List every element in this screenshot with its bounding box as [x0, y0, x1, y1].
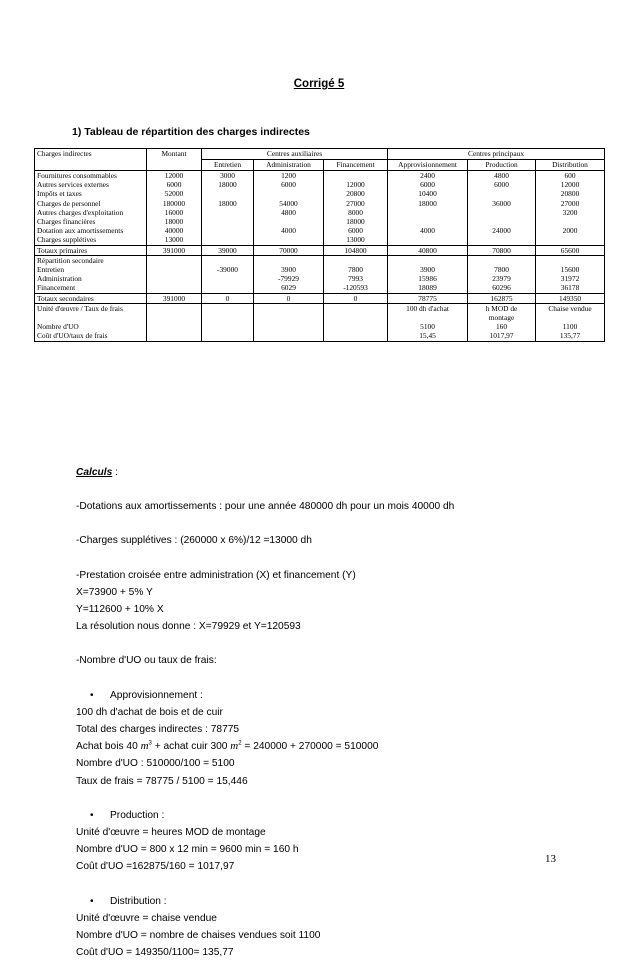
table-header-row-2: [35, 160, 605, 171]
uo-labels: [35, 303, 147, 341]
cout-uo-production: 1017,97: [489, 331, 514, 341]
repartition-administration-financement: 7993: [348, 274, 363, 284]
production-cell: 36000: [492, 198, 511, 208]
distribution-cell: 20800: [560, 189, 580, 199]
approvisionnement-cell: 10400: [418, 189, 437, 199]
approvisionnement-cell: 18000: [418, 198, 437, 208]
montant-cell: 40000: [164, 226, 184, 236]
production-cell: [470, 217, 533, 226]
unite-approvisionnement: 100 dh d'achat: [406, 303, 449, 313]
unite-distribution: Chaise vendue: [548, 303, 592, 313]
financement-cell: 18000: [346, 217, 365, 227]
production-column: [468, 171, 536, 246]
cout-uo-distribution: 135,77: [559, 331, 581, 341]
charge-label: Charges de personnel: [37, 198, 101, 208]
dotations-line: -Dotations aux amortissements : pour une année 480000 dh pour un mois 40000 dh: [76, 501, 455, 513]
approvisionnement-bullet: • Approvisionnement :: [76, 687, 596, 704]
montant-cell: 13000: [164, 235, 184, 245]
totaux-primaires-montant: 391000: [147, 245, 202, 255]
totaux-primaires-entretien: 39000: [202, 245, 254, 255]
montant-cell: 52000: [164, 189, 184, 199]
row-totaux-primaires: [35, 245, 605, 255]
montant-cell: 12000: [164, 171, 184, 180]
uo-block: [35, 303, 605, 341]
equation-y: Y=112600 + 10% X: [76, 604, 164, 616]
repartition-administration-administration: -79929: [278, 274, 299, 284]
production-cell: 4800: [494, 171, 509, 180]
totaux-secondaires-approvisionnement: 78775: [388, 293, 468, 303]
header-centres-auxiliaires: Centres auxiliaires: [202, 149, 388, 160]
header-charges: Charges indirectes: [35, 149, 147, 160]
montant-cell: 6000: [166, 180, 182, 190]
repartition-administration-distribution: 31972: [560, 274, 580, 284]
repartition-financement-label: Financement: [37, 283, 76, 293]
entretien-column: [202, 171, 254, 246]
repartition-entretien-entretien: -39000: [217, 265, 238, 275]
entretien-cell: 3000: [220, 171, 235, 180]
production-cell: 6000: [494, 180, 509, 190]
totaux-primaires-production: 70800: [468, 245, 536, 255]
distribution-cell: 12000: [560, 180, 580, 190]
montant-column: [147, 171, 202, 246]
repartition-administration-production: 23979: [492, 274, 511, 284]
totaux-primaires-label: Totaux primaires: [35, 245, 147, 255]
distribution-bullet: • Distribution :: [76, 893, 596, 910]
administration-column: [254, 171, 324, 246]
header-financement: Financement: [324, 160, 388, 171]
administration-cell: 4000: [281, 226, 296, 236]
header-approvisionnement: Approvisionnement: [388, 160, 468, 171]
administration-cell: 6000: [281, 180, 296, 190]
header-entretien: Entretien: [202, 160, 254, 171]
bullet-icon: •: [90, 689, 94, 701]
header-distribution: Distribution: [536, 160, 605, 171]
distribution-cell: [538, 217, 602, 226]
totaux-secondaires-entretien: 0: [202, 293, 254, 303]
row-totaux-secondaires: [35, 293, 605, 303]
financement-cell: 13000: [346, 235, 365, 245]
nombre-uo-approvisionnement: 5100: [420, 322, 435, 332]
nombre-uo-distribution: 1100: [562, 322, 578, 332]
page-title: Corrigé 5: [293, 78, 345, 90]
cout-uo-approvisionnement: 15,45: [419, 331, 436, 341]
charge-label: Fournitures consommables: [37, 171, 117, 180]
unite-production-line2: montage: [488, 313, 515, 323]
repartition-administration-label: Administration: [37, 274, 82, 284]
production-cell: [470, 189, 533, 198]
approvisionnement-cell: [390, 217, 465, 226]
achat-line: Achat bois 40 $m^3$ + achat cuir 300 $m^2 = 240000 + 270000 = 510000$: [76, 740, 379, 753]
montant-cell: 18000: [164, 217, 184, 227]
totaux-primaires-approvisionnement: 40800: [388, 245, 468, 255]
financement-cell: 20800: [346, 189, 365, 199]
financement-cell: 8000: [348, 207, 363, 217]
repartition-entretien-distribution: 15600: [560, 265, 580, 275]
bullet-icon: •: [90, 895, 94, 907]
production-cell: [470, 208, 533, 217]
administration-cell: 1200: [281, 171, 296, 180]
charge-label: Charges supplétives: [37, 235, 97, 245]
distribution-cell: 2000: [562, 226, 578, 236]
charge-label: Charges financières: [37, 217, 96, 227]
charge-label: Autres charges d'exploitation: [37, 207, 124, 217]
nombre-uo-label: Nombre d'UO: [37, 322, 79, 332]
calculs-heading: Calculs: [76, 467, 113, 478]
charge-label: Impôts et taxes: [37, 189, 82, 199]
administration-cell: 4800: [281, 207, 296, 217]
totaux-secondaires-montant: 391000: [147, 293, 202, 303]
repartition-entretien-administration: 3900: [281, 265, 296, 275]
approvisionnement-cell: 4000: [420, 226, 435, 236]
resolution-line: La résolution nous donne : X=79929 et Y=120593: [76, 621, 301, 633]
entretien-cell: [204, 189, 251, 198]
table-header-row-1: [35, 149, 605, 160]
repartition-secondaire-block: [35, 255, 605, 293]
totaux-secondaires-distribution: 149350: [536, 293, 605, 303]
calculs-heading-line: Calculs :: [76, 467, 118, 478]
repartition-administration-approvisionnement: 15986: [418, 274, 437, 284]
distribution-cell: 3200: [562, 207, 578, 217]
repartition-financement-administration: 6029: [281, 283, 296, 293]
calculs-section: Calculs : -Dotations aux amortissements : pour une année 480000 dh pour un mois 40000 dh -Charges supplétives : (260000 x 6%)/12 =13000 dh -Prestation croisée entre administration (X) et financement (Y) X=73900 + 5% Y Y=112600 + 10% X La résolution nous donne : X=79929 et Y=120593 -Nombre d'UO ou taux de frais: • Approvisionnement : 100 dh d'achat de bois et de cuir Total des charges indirectes : 78775 Achat bois 40 $m^3$ + achat cuir 300 $m^2 = 240000 + 270000 = 510000$ Nombre d'UO : 510000/100 = 5100 Taux de frais = 78775 / 5100 = 15,446 • Production : Unité d'œuvre = heures MOD de montage Nombre d'UO = 800 x 12 min = 9600 min = 160 h Coût d'UO =162875/160 = 1017,97 • Distribution : Unité d'œuvre = chaise vendue Nombre d'UO = nombre de chaises vendues soit 1100 Coût d'UO = 149350/1100= 135,77: [76, 464, 596, 961]
montant-cell: 180000: [162, 198, 186, 208]
header-administration: Administration: [254, 160, 324, 171]
cout-uo-label: Coût d'UO/taux de frais: [37, 331, 108, 341]
repartition-financement-distribution: 36178: [560, 283, 580, 293]
distribution-cell: 27000: [560, 198, 580, 208]
repartition-secondaire-label: Répartition secondaire: [37, 255, 104, 265]
repartition-entretien-production: 7800: [494, 265, 509, 275]
table-charges-block: [35, 171, 605, 246]
totaux-secondaires-production: 162875: [468, 293, 536, 303]
nombre-uo-intro: -Nombre d'UO ou taux de frais:: [76, 655, 217, 667]
production-bullet: • Production :: [76, 807, 596, 824]
totaux-primaires-distribution: 65600: [536, 245, 605, 255]
financement-column: [324, 171, 388, 246]
administration-cell: [256, 189, 321, 198]
header-montant: Montant: [147, 149, 202, 160]
totaux-primaires-financement: 104800: [324, 245, 388, 255]
header-centres-principaux: Centres principaux: [388, 149, 605, 160]
prestation-intro: -Prestation croisée entre administration (X) et financement (Y): [76, 569, 356, 581]
totaux-primaires-administration: 70000: [254, 245, 324, 255]
repartition-entretien-label: Entretien: [37, 265, 65, 275]
page-number: 13: [545, 853, 556, 865]
charges-distribution-table: [34, 148, 605, 342]
production-cell: 24000: [492, 226, 511, 236]
financement-cell: 6000: [348, 226, 363, 236]
repartition-entretien-approvisionnement: 3900: [420, 265, 435, 275]
entretien-cell: 18000: [218, 180, 237, 190]
repartition-labels: [35, 255, 147, 293]
entretien-cell: 18000: [218, 198, 237, 208]
approvisionnement-cell: 6000: [420, 180, 435, 190]
totaux-secondaires-administration: 0: [254, 293, 324, 303]
repartition-financement-production: 60296: [492, 283, 511, 293]
unite-oeuvre-label: Unité d'œuvre / Taux de frais: [37, 303, 123, 313]
distribution-cell: 600: [564, 171, 576, 180]
charge-labels: [35, 171, 147, 246]
financement-cell: 27000: [346, 198, 365, 208]
totaux-secondaires-financement: 0: [324, 293, 388, 303]
repartition-financement-approvisionnement: 18089: [418, 283, 437, 293]
financement-cell: [326, 171, 385, 180]
approvisionnement-cell: 2400: [420, 171, 435, 180]
totaux-secondaires-label: Totaux secondaires: [35, 293, 147, 303]
montant-cell: 16000: [164, 207, 184, 217]
nombre-uo-production: 160: [495, 322, 508, 332]
charge-label: Dotation aux amortissements: [37, 226, 124, 236]
repartition-financement-financement: -120593: [343, 283, 368, 293]
charge-label: Autres services externes: [37, 180, 109, 190]
bullet-icon: •: [90, 809, 94, 821]
supletives-line: -Charges supplétives : (260000 x 6%)/12 =13000 dh: [76, 535, 312, 547]
administration-cell: [256, 217, 321, 226]
unite-production-line1: h MOD de: [485, 303, 518, 313]
header-production: Production: [468, 160, 536, 171]
section-heading: 1) Tableau de répartition des charges indirectes: [72, 126, 310, 138]
approvisionnement-column: [388, 171, 468, 246]
distribution-column: [536, 171, 605, 246]
financement-cell: 12000: [346, 180, 365, 190]
approvisionnement-cell: [390, 208, 465, 217]
equation-x: X=73900 + 5% Y: [76, 586, 153, 598]
administration-cell: 54000: [279, 198, 298, 208]
repartition-entretien-financement: 7800: [348, 265, 363, 275]
